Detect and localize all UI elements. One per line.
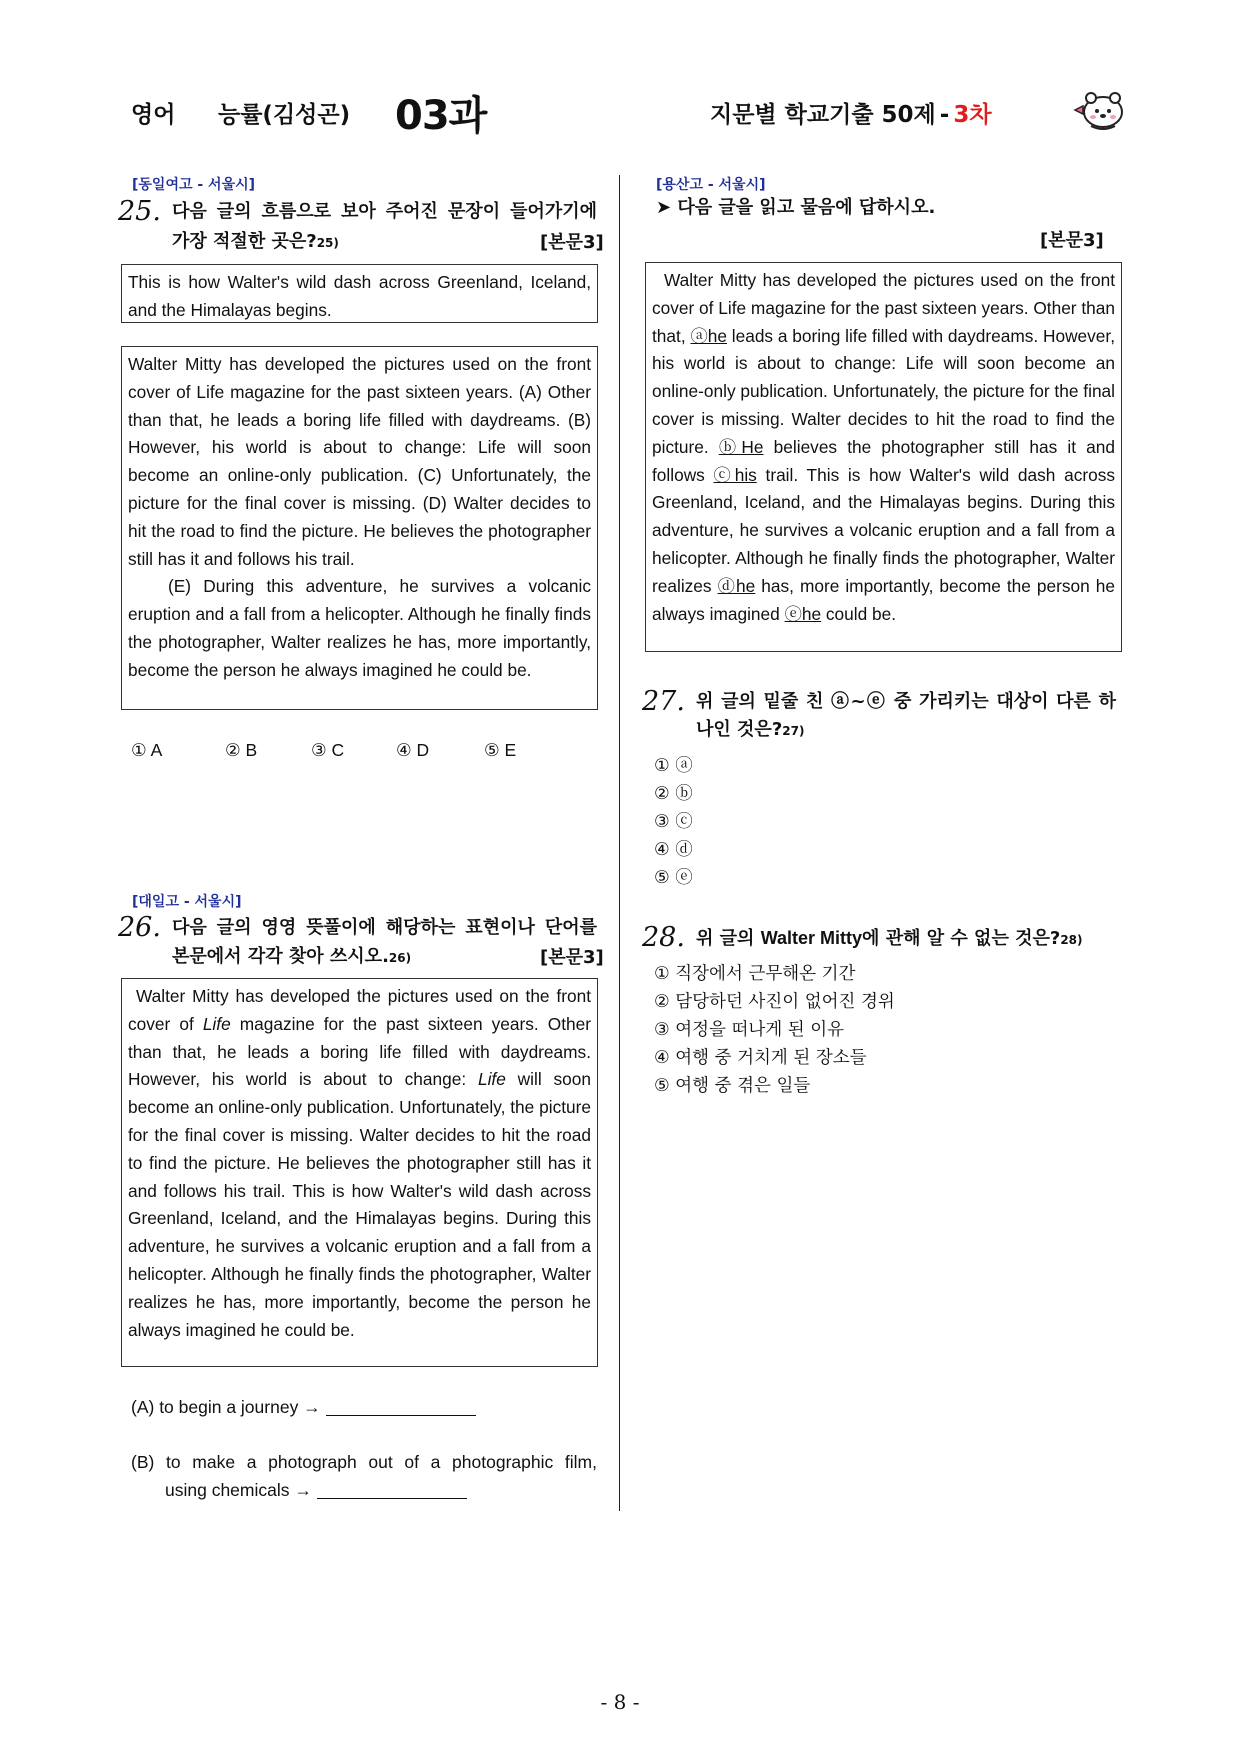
q26-item-b-line1: (B) to make a photograph out of a photographic film,	[131, 1452, 597, 1472]
q27-option-3[interactable]: ③ ⓒ	[654, 812, 693, 832]
textbook-label: 능률(김성곤)	[218, 102, 351, 128]
q27-option-4[interactable]: ④ ⓓ	[654, 840, 693, 860]
shared-passage-box	[645, 262, 1122, 652]
mark-b: ⓑHe	[718, 436, 764, 457]
passage-tag: [본문3]	[1040, 230, 1104, 251]
q28-option-4[interactable]: ④ 여행 중 거치게 된 장소들	[654, 1048, 867, 1068]
q28-option-1[interactable]: ① 직장에서 근무해온 기간	[654, 964, 856, 984]
q25-option-3[interactable]: ③ C	[311, 740, 345, 760]
subject-label: 영어	[131, 102, 176, 128]
mark-d: ⓓhe	[717, 575, 756, 596]
q26-footnote-ref: 26)	[388, 951, 412, 965]
q27-footnote-ref: 27)	[782, 724, 805, 738]
q25-given-sentence: This is how Walter's wild dash across Greenland, Iceland, and the Himalayas begins.	[128, 272, 591, 320]
q26-item-a: (A) to begin a journey →	[131, 1397, 476, 1418]
q26-answer-blank-a[interactable]	[326, 1401, 476, 1416]
q27-option-5[interactable]: ⑤ ⓔ	[654, 868, 693, 888]
q25-option-1[interactable]: ① A	[131, 740, 163, 760]
q27-number: 27.	[642, 686, 685, 717]
q28-option-5[interactable]: ⑤ 여행 중 겪은 일들	[654, 1076, 811, 1096]
series-dash: -	[939, 102, 950, 128]
q27-question-text: 나인 것은?	[696, 719, 783, 740]
q26-question-line1: 다음 글의 영영 뜻풀이에 해당하는 표현이나 단어를	[172, 917, 597, 938]
q25-footnote-ref: 25)	[316, 236, 339, 250]
q28-option-3[interactable]: ③ 여정을 떠나게 된 이유	[654, 1020, 845, 1040]
shared-passage: Walter Mitty has developed the pictures used on the front cover of Life magazine for the past sixteen years. Other than that, ⓐhe leads a boring life filled with daydreams. However, his world is about to change: Life will soon become an online-only publication. Unfortunately, the picture for the final cover is missing. Walter decides to hit the road to find the picture. ⓑHe believes the photographer still has it and follows ⓒhis trail. This is how Walter's wild dash across Greenland, Iceland, and the Himalayas begins. During this adventure, he survives a volcanic eruption and a fall from a helicopter. Although he finally finds the photographer, Walter realizes ⓓhe has, more importantly, become the person he always imagined ⓔhe could be.	[652, 270, 1116, 624]
q25-option-5[interactable]: ⑤ E	[484, 740, 517, 760]
q28-question: 위 글의 Walter Mitty에 관해 알 수 없는 것은?28)	[696, 928, 1083, 949]
q25-option-2[interactable]: ② B	[225, 740, 258, 760]
q26-source: [대일고 - 서울시]	[132, 894, 242, 910]
q25-option-4[interactable]: ④ D	[396, 740, 430, 760]
round-label: 3차	[953, 102, 992, 128]
q28-footnote-ref: 28)	[1060, 933, 1083, 947]
mark-c: ⓒhis	[713, 464, 757, 485]
q26-question-text: 본문에서 각각 찾아 쓰시오.	[172, 946, 389, 967]
q26-passage: Walter Mitty has developed the pictures used on the front cover of Life magazine for the past sixteen years. Other than that, he leads a boring life filled with daydreams. However, his world is about to change: Life will soon become an online-only publication. Unfortunately, the picture for the final cover is missing. Walter decides to hit the road to find the picture. He believes the photographer still has it and follows his trail. This is how Walter's wild dash across Greenland, Iceland, and the Himalayas begins. During this adventure, he survives a volcanic eruption and a fall from a helicopter. Although he finally finds the photographer, Walter realizes he has, more importantly, become the person he always imagined he could be.	[128, 986, 592, 1340]
passage-source: [용산고 - 서울시]	[656, 177, 766, 193]
q26-life-italic-2: Life	[477, 1069, 506, 1090]
q26-item-b-line2: using chemicals →	[165, 1480, 467, 1501]
q27-option-1[interactable]: ① ⓐ	[654, 756, 693, 776]
q25-question-text: 가장 적절한 곳은?	[172, 231, 317, 252]
column-divider	[619, 175, 620, 1511]
q25-given-sentence-box	[121, 264, 598, 323]
q26-question-line2	[172, 943, 411, 972]
mark-a: ⓐhe	[690, 325, 727, 346]
q25-question-line1: 다음 글의 흐름으로 보아 주어진 문장이 들어가기에	[172, 201, 597, 222]
q28-number: 28.	[642, 922, 685, 953]
q27-question-line2	[696, 716, 804, 745]
q25-passage-part2: (E) During this adventure, he survives a volcanic eruption and a fall from a helicopter. Although he finally finds the photographer, Walter realizes he has, more importantly, become the person he always imagined he could be.	[128, 576, 591, 680]
q27-option-2[interactable]: ② ⓑ	[654, 784, 693, 804]
passage-instruction: ➤ 다음 글을 읽고 물음에 답하시오.	[656, 197, 936, 218]
q26-life-italic: Life	[202, 1013, 231, 1034]
mark-e: ⓔhe	[784, 603, 822, 624]
q25-passage-box	[121, 346, 598, 710]
q25-question-line2	[172, 228, 339, 257]
lesson-title: 03과	[395, 93, 487, 139]
q26-answer-blank-b[interactable]	[317, 1484, 467, 1499]
q25-number: 25.	[118, 196, 161, 227]
q25-tag: [본문3]	[540, 232, 604, 253]
q26-passage-box	[121, 978, 598, 1367]
q25-source: [동일여고 - 서울시]	[132, 177, 256, 193]
q26-number: 26.	[118, 912, 161, 943]
q25-passage-part1: Walter Mitty has developed the pictures used on the front cover of Life magazine for the past sixteen years. (A) Other than that, he leads a boring life filled with daydreams. (B) However, his world is about to change: Life will soon become an online-only publication. (C) Unfortunately, the picture for the final cover is missing. (D) Walter decides to hit the road to find the picture. He believes the photographer still has it and follows his trail.	[128, 354, 591, 569]
bear-mascot-icon	[1071, 86, 1127, 134]
q26-tag: [본문3]	[540, 947, 604, 968]
q27-question-line1: 위 글의 밑줄 친 ⓐ~ⓔ 중 가리키는 대상이 다른 하	[696, 691, 1116, 712]
series-name: 지문별 학교기출 50제	[710, 102, 936, 128]
series-title	[710, 96, 992, 129]
q28-option-2[interactable]: ② 담당하던 사진이 없어진 경위	[654, 992, 895, 1012]
page-number: - 8 -	[600, 1690, 640, 1714]
q28-subject-name: Walter Mitty	[760, 928, 863, 948]
